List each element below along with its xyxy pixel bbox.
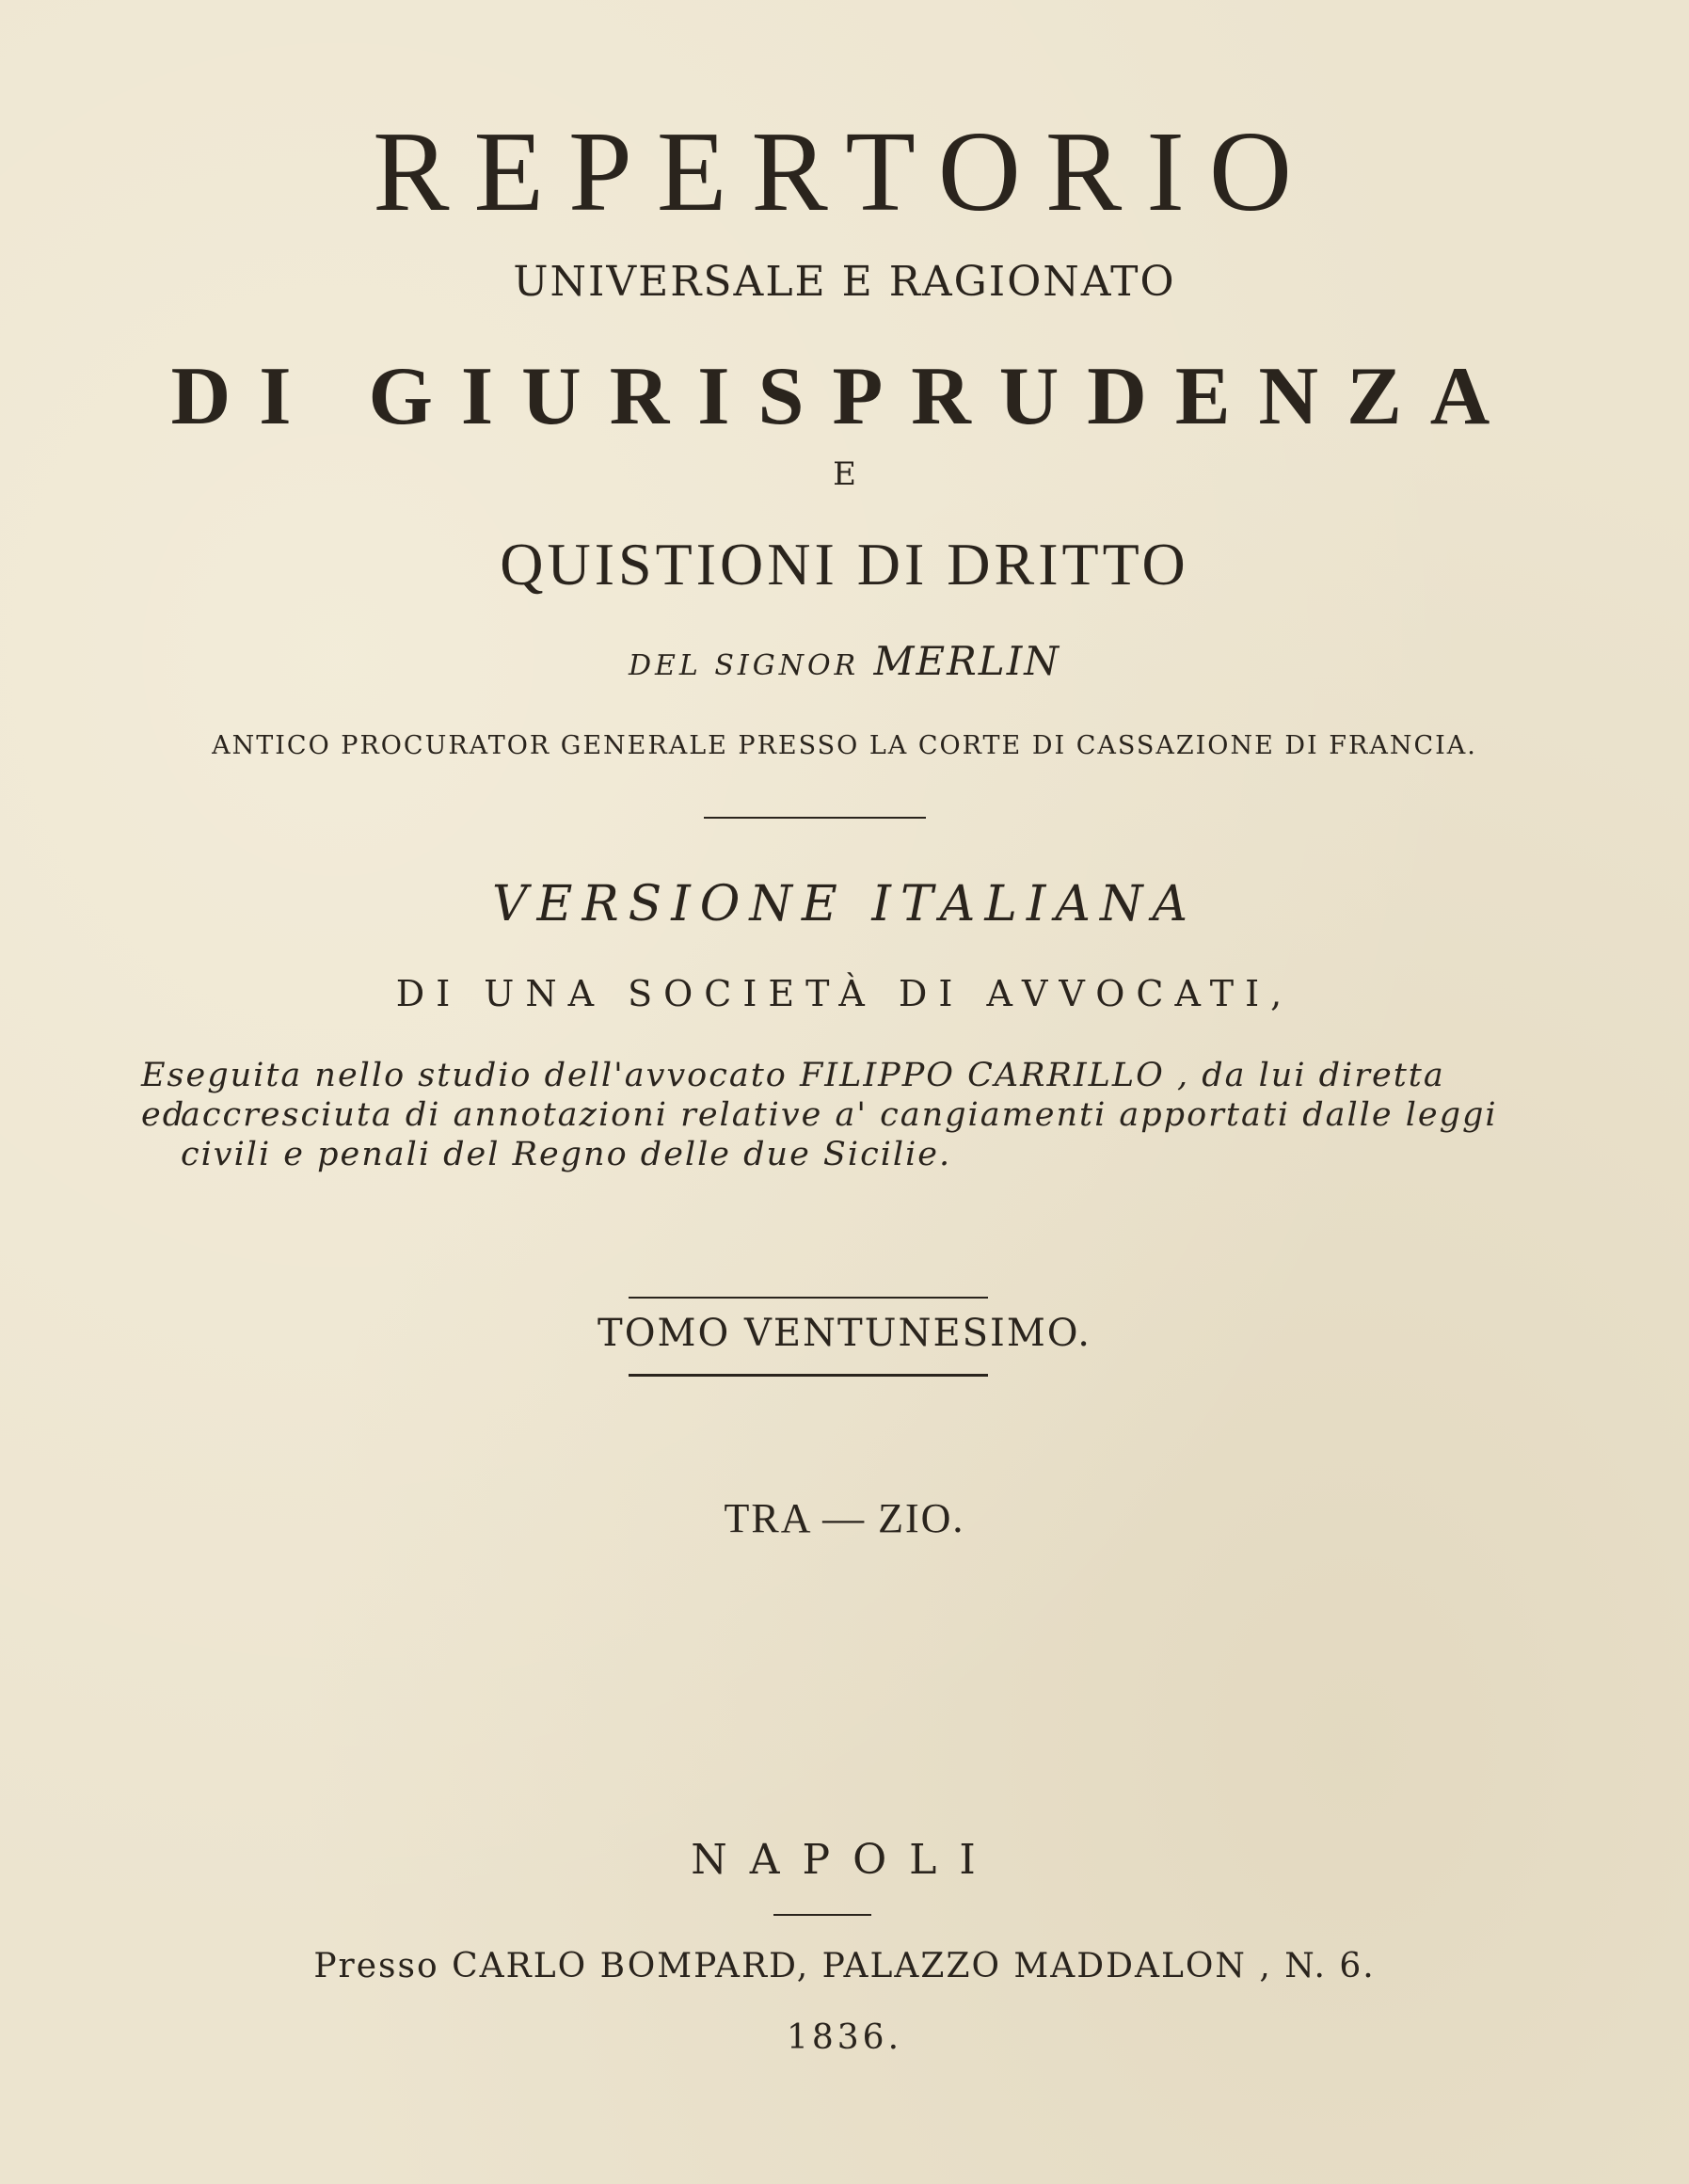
divider-rule <box>704 817 926 819</box>
version-heading: VERSIONE ITALIANA <box>491 876 1198 933</box>
main-title: REPERTORIO <box>373 108 1316 235</box>
title-conjunction: E <box>833 455 856 493</box>
imprint-publisher: Presso CARLO BOMPARD, PALAZZO MADDALON , N. 6. <box>313 1947 1376 1985</box>
volume-number: TOMO VENTUNESIMO. <box>598 1312 1091 1355</box>
description-line-1: Eseguita nello studio dell'avvocato FILIPPO CARRILLO , da lui diretta ed <box>141 1057 1445 1134</box>
description-line-2: accresciuta di annotazioni relative a' cangiamenti apportati dalle leggi <box>181 1096 1498 1134</box>
imprint-city: NAPOLI <box>691 1836 998 1884</box>
author-line <box>0 638 1689 684</box>
author-title: ANTICO PROCURATOR GENERALE PRESSO LA CORTE DI CASSAZIONE DI FRANCIA. <box>212 731 1477 760</box>
divider-rule <box>629 1374 988 1377</box>
imprint-year: 1836. <box>786 2018 903 2057</box>
third-title: QUISTIONI DI DRITTO <box>500 531 1189 598</box>
subtitle: UNIVERSALE E RAGIONATO <box>513 258 1176 306</box>
divider-rule <box>629 1297 988 1299</box>
author-prefix: DEL SIGNOR <box>628 649 860 682</box>
volume-range: TRA — ZIO. <box>724 1495 965 1541</box>
author-name: MERLIN <box>873 638 1061 684</box>
description-line-3: civili e penali del Regno delle due Sicilie. <box>181 1136 952 1173</box>
divider-rule <box>773 1914 871 1916</box>
second-title: DI GIURISPRUDENZA <box>170 351 1519 442</box>
society-line: DI UNA SOCIETÀ DI AVVOCATI, <box>395 973 1294 1014</box>
